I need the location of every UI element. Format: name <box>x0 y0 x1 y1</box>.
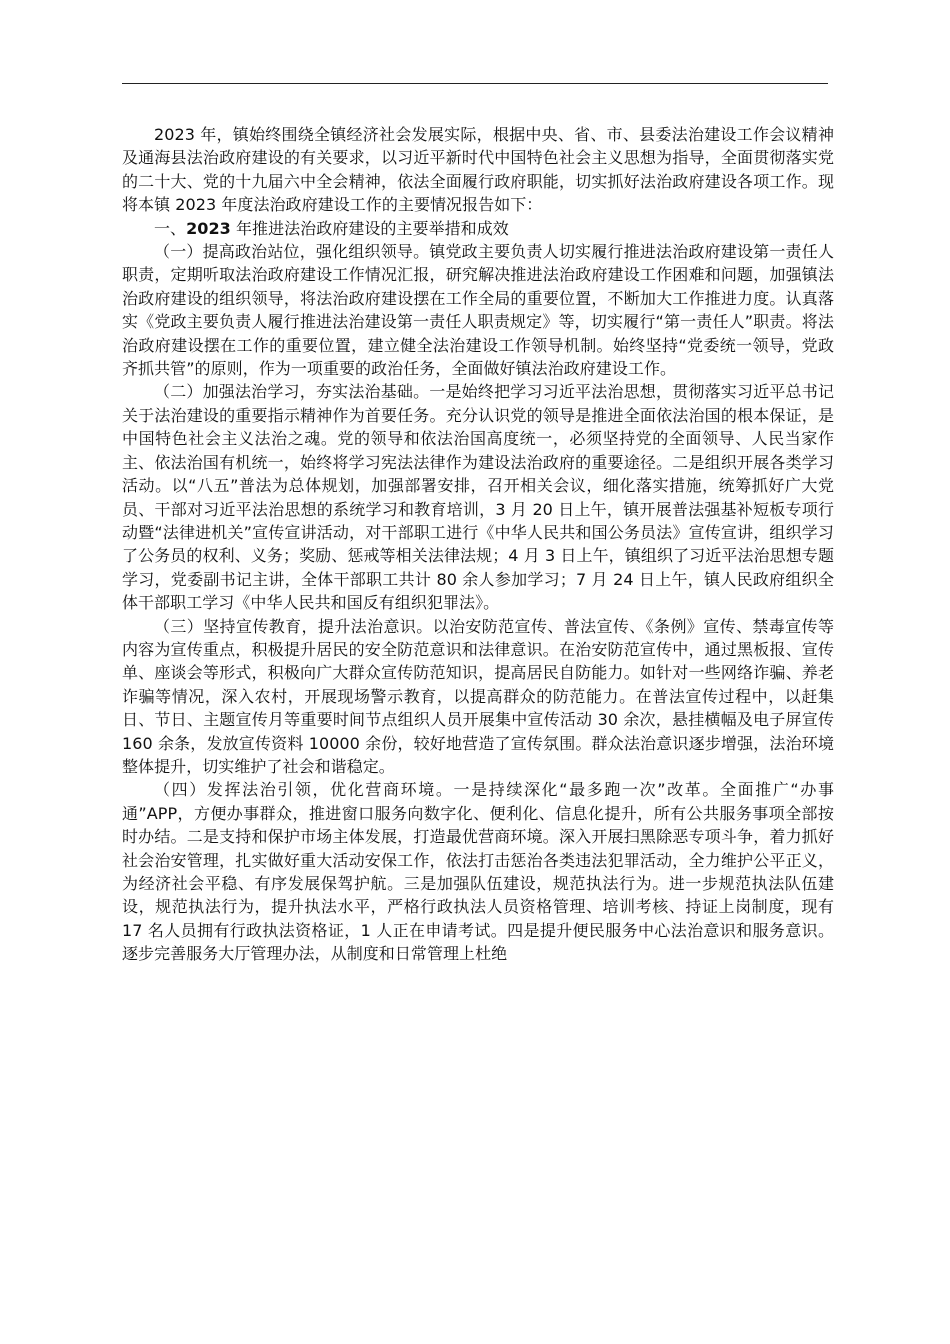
intro-paragraph: 2023 年，镇始终围绕全镇经济社会发展实际，根据中央、省、市、县委法治建设工作会议精神及通海县法治政府建设的有关要求，以习近平新时代中国特色社会主义思想为指导，全面贯彻落实党的二十大、党的十九届六中全会精神，依法全面履行政府职能，切实抓好法治政府建设各项工作。现将本镇 2023 年度法治政府建设工作的主要情况报告如下： <box>122 125 834 215</box>
section-heading-text: 年推进法治政府建设的主要举措和成效 <box>230 218 509 238</box>
paragraph-political-stance: （一）提高政治站位，强化组织领导。镇党政主要负责人切实履行推进法治政府建设第一责任人职责，定期听取法治政府建设工作情况汇报，研究解决推进法治政府建设工作困难和问题，加强镇法治政府建设的组织领导，将法治政府建设摆在工作全局的重要位置，不断加大工作推进力度。认真落实《党政主要负责人履行推进法治建设第一责任人职责规定》等，切实履行“第一责任人”职责。将法治政府建设摆在工作的重要位置，建立健全法治建设工作领导机制。始终坚持“党委统一领导，党政齐抓共管”的原则，作为一项重要的政治任务，全面做好镇法治政府建设工作。 <box>122 242 834 379</box>
paragraph-business-environment: （四）发挥法治引领，优化营商环境。一是持续深化“最多跑一次”改革。全面推广“办事通”APP，方便办事群众，推进窗口服务向数字化、便利化、信息化提升，所有公共服务事项全部按时办结。二是支持和保护市场主体发展，打造最优营商环境。深入开展扫黑除恶专项斗争，着力抓好社会治安管理，扎实做好重大活动安保工作，依法打击惩治各类违法犯罪活动，全力维护公平正义，为经济社会平稳、有序发展保驾护航。三是加强队伍建设，规范执法行为。进一步规范执法队伍建设，规范执法行为，提升执法水平，严格行政执法人员资格管理、培训考核、持证上岗制度，现有 17 名人员拥有行政执法资格证，1 人正在申请考试。四是提升便民服务中心法治意识和服务意识。逐步完善服务大厅管理办法，从制度和日常管理上杜绝 <box>122 780 834 964</box>
section-heading-prefix: 一、 <box>154 218 187 238</box>
paragraph-legal-study: （二）加强法治学习，夯实法治基础。一是始终把学习习近平法治思想，贯彻落实习近平总书记关于法治建设的重要指示精神作为首要任务。充分认识党的领导是推进全面依法治国的根本保证，是中国特色社会主义法治之魂。党的领导和依法治国高度统一，必须坚持党的全面领导、人民当家作主、依法治国有机统一，始终将学习宪法法律作为建设法治政府的重要途径。二是组织开展各类学习活动。以“八五”普法为总体规划，加强部署安排，召开相关会议，细化落实措施，统筹抓好广大党员、干部对习近平法治思想的系统学习和教育培训，3 月 20 日上午，镇开展普法强基补短板专项行动暨“法律进机关”宣传宣讲活动，对干部职工进行《中华人民共和国公务员法》宣传宣讲，组织学习了公务员的权利、义务；奖励、惩戒等相关法律法规；4 月 3 日上午，镇组织了习近平法治思想专题学习，党委副书记主讲，全体干部职工共计 80 余人参加学习；7 月 24 日上午，镇人民政府组织全体干部职工学习《中华人民共和国反有组织犯罪法》。 <box>122 382 834 613</box>
section-heading <box>122 217 834 240</box>
header-divider <box>122 83 828 84</box>
document-body <box>122 123 834 966</box>
paragraph-publicity-education: （三）坚持宣传教育，提升法治意识。以治安防范宣传、普法宣传、《条例》宣传、禁毒宣传等内容为宣传重点，积极提升居民的安全防范意识和法律意识。在治安防范宣传中，通过黑板报、宣传单、座谈会等形式，积极向广大群众宣传防范知识，提高居民自防能力。如针对一些网络诈骗、养老诈骗等情况，深入农村，开展现场警示教育，以提高群众的防范能力。在普法宣传过程中，以赶集日、节日、主题宣传月等重要时间节点组织人员开展集中宣传活动 30 余次，悬挂横幅及电子屏宣传 160 余条，发放宣传资料 10000 余份，较好地营造了宣传氛围。群众法治意识逐步增强，法治环境整体提升，切实维护了社会和谐稳定。 <box>122 616 834 776</box>
section-heading-year: 2023 <box>186 218 231 238</box>
